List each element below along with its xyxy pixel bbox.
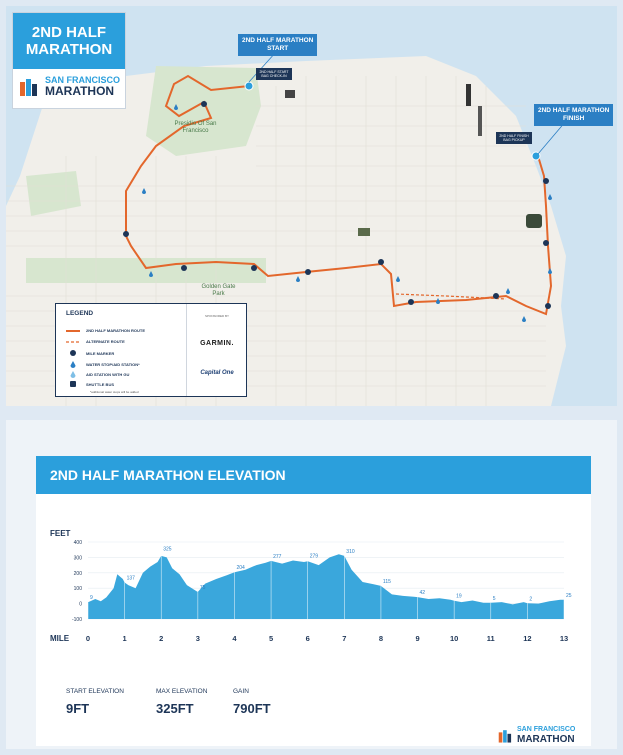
x-tick-label: 1 [122, 634, 127, 643]
y-tick-label: 300 [73, 555, 82, 562]
legend-label: 2ND HALF MARATHON ROUTE [86, 328, 146, 333]
mile-marker-icon [408, 299, 414, 305]
legend-label: MILE MARKER [86, 350, 115, 356]
presidio-green [146, 66, 261, 156]
elevation-chart [36, 494, 591, 644]
elevation-data-label: 137 [126, 575, 135, 582]
capital-one-logo: Capital One [200, 370, 234, 376]
elevation-data-label: 204 [236, 565, 245, 572]
elevation-data-label: 9 [90, 595, 93, 602]
stat-label: GAIN [233, 688, 249, 695]
sponsor-caption: SPONSORED BY [204, 314, 229, 318]
legend-item-route [66, 328, 145, 333]
elevation-data-label: 75 [199, 585, 206, 592]
x-tick-label: 0 [85, 634, 91, 643]
y-axis-label: FEET [50, 529, 71, 538]
alternate-route-line-icon [66, 340, 80, 344]
garmin-logo: GARMIN. [200, 340, 234, 347]
mile-marker-icon [543, 178, 549, 184]
finish-callout-line: 2ND HALF MARATHON [538, 107, 610, 114]
x-tick-label: 12 [523, 634, 532, 643]
x-tick-label: 10 [449, 634, 459, 643]
legend-title: LEGEND [66, 310, 94, 317]
logo-text-bottom: MARATHON [45, 84, 115, 98]
mile-marker-icon [305, 269, 311, 275]
stat-value: 325FT [156, 701, 194, 716]
y-tick-label: 0 [79, 601, 82, 608]
y-tick-label: -100 [71, 617, 82, 623]
sf-marathon-logo-icon [498, 728, 514, 744]
map-title-line: 2ND HALF [31, 24, 107, 41]
x-tick-label: 8 [378, 634, 384, 643]
y-tick-label: 400 [73, 540, 82, 546]
map-title [13, 13, 125, 69]
mile-marker-icon [543, 240, 549, 246]
elevation-data-label: 2 [529, 596, 533, 603]
elevation-data-label: 25 [566, 592, 572, 599]
elevation-data-label: 5 [492, 595, 496, 602]
mile-marker-icon [201, 101, 207, 107]
footer-sf-marathon-logo [498, 726, 575, 745]
course-map [6, 6, 617, 406]
ballpark-landmark-icon [526, 214, 542, 228]
logo-text-bottom: MARATHON [517, 734, 575, 745]
x-tick-label: 6 [305, 634, 310, 643]
y-tick-label: 200 [73, 570, 82, 577]
elevation-area [88, 554, 564, 619]
stat-value: 9FT [66, 701, 90, 716]
mile-marker-icon [123, 231, 129, 237]
park-label: Golden Gate Park [201, 284, 236, 297]
sf-marathon-logo [19, 75, 120, 98]
water-drop-icon [70, 361, 76, 368]
mile-marker-icon [545, 303, 551, 309]
map-title-box [12, 12, 126, 109]
sf-marathon-logo-icon [19, 76, 41, 98]
finish-callout [534, 104, 613, 126]
mile-marker-icon [70, 350, 76, 356]
legend-item-water-stop [66, 361, 140, 368]
legend-label: SHUTTLE BUS [86, 381, 114, 387]
stat-gain [233, 688, 271, 716]
gu-drop-icon [70, 371, 76, 378]
presidio-label: Presidio Of San Francisco [174, 121, 217, 134]
x-tick-label: 11 [486, 634, 495, 643]
legend-item-alternate [66, 339, 125, 344]
elevation-data-label: 115 [382, 578, 391, 585]
mile-marker-icon [378, 259, 384, 265]
legend-item-shuttle [66, 381, 114, 387]
legend-note: *additional water stops will be added [90, 390, 139, 394]
x-tick-label: 3 [195, 634, 200, 643]
start-callout-line: START [267, 45, 289, 52]
shuttle-bus-icon [70, 381, 76, 387]
elevation-data-label: 279 [309, 553, 319, 560]
y-tick-label: 100 [73, 586, 82, 593]
elevation-data-label: 310 [346, 548, 355, 555]
stat-label: MAX ELEVATION [156, 688, 208, 695]
start-callout [238, 34, 317, 56]
logo-text-top: SAN FRANCISCO [45, 75, 121, 85]
x-tick-label: 7 [342, 634, 347, 643]
mile-marker-icon [181, 265, 187, 271]
elevation-card [36, 456, 591, 746]
pyramid-landmark-icon [478, 106, 482, 136]
start-marker-icon [245, 82, 253, 90]
stat-value: 790FT [233, 701, 271, 716]
building-landmark-icon [358, 228, 370, 236]
elevation-title: 2ND HALF MARATHON ELEVATION [36, 456, 591, 494]
route-line-icon [66, 329, 80, 333]
legend-label: WATER STOP/AID STATION* [86, 362, 140, 367]
start-bag-note: 2ND HALF START BAG CHECK-IN [256, 68, 292, 80]
elevation-data-label: 42 [419, 590, 426, 597]
elevation-panel [6, 420, 617, 749]
x-tick-label: 13 [559, 634, 569, 643]
x-tick-label: 2 [159, 634, 164, 643]
x-tick-label: 4 [232, 634, 237, 643]
museum-landmark-icon [285, 90, 295, 98]
mile-marker-icon [493, 293, 499, 299]
stat-start-elevation [66, 688, 124, 716]
elevation-data-label: 19 [456, 593, 462, 600]
map-title-line: MARATHON [25, 41, 113, 58]
mile-marker-icon [251, 265, 257, 271]
stat-label: START ELEVATION [66, 688, 124, 695]
elevation-data-label: 325 [163, 546, 172, 553]
x-tick-label: 9 [415, 634, 420, 643]
legend-item-aid-gu [66, 371, 129, 378]
x-axis-label: MILE [50, 634, 70, 643]
logo-text-top: SAN FRANCISCO [517, 726, 576, 733]
sponsor-area [186, 304, 247, 396]
legend-item-mile-marker [66, 350, 114, 356]
finish-callout-line: FINISH [563, 115, 585, 122]
start-callout-line: 2ND HALF MARATHON [242, 37, 314, 44]
tower-landmark-icon [466, 84, 471, 106]
map-legend [55, 303, 247, 397]
stat-max-elevation [156, 688, 207, 716]
legend-label: AID STATION WITH GU [86, 372, 130, 377]
finish-bag-note: 2ND HALF FINISH BAG PICKUP [496, 132, 532, 144]
elevation-data-label: 277 [273, 553, 282, 560]
x-tick-label: 5 [268, 634, 274, 643]
legend-label: ALTERNATE ROUTE [86, 339, 125, 344]
